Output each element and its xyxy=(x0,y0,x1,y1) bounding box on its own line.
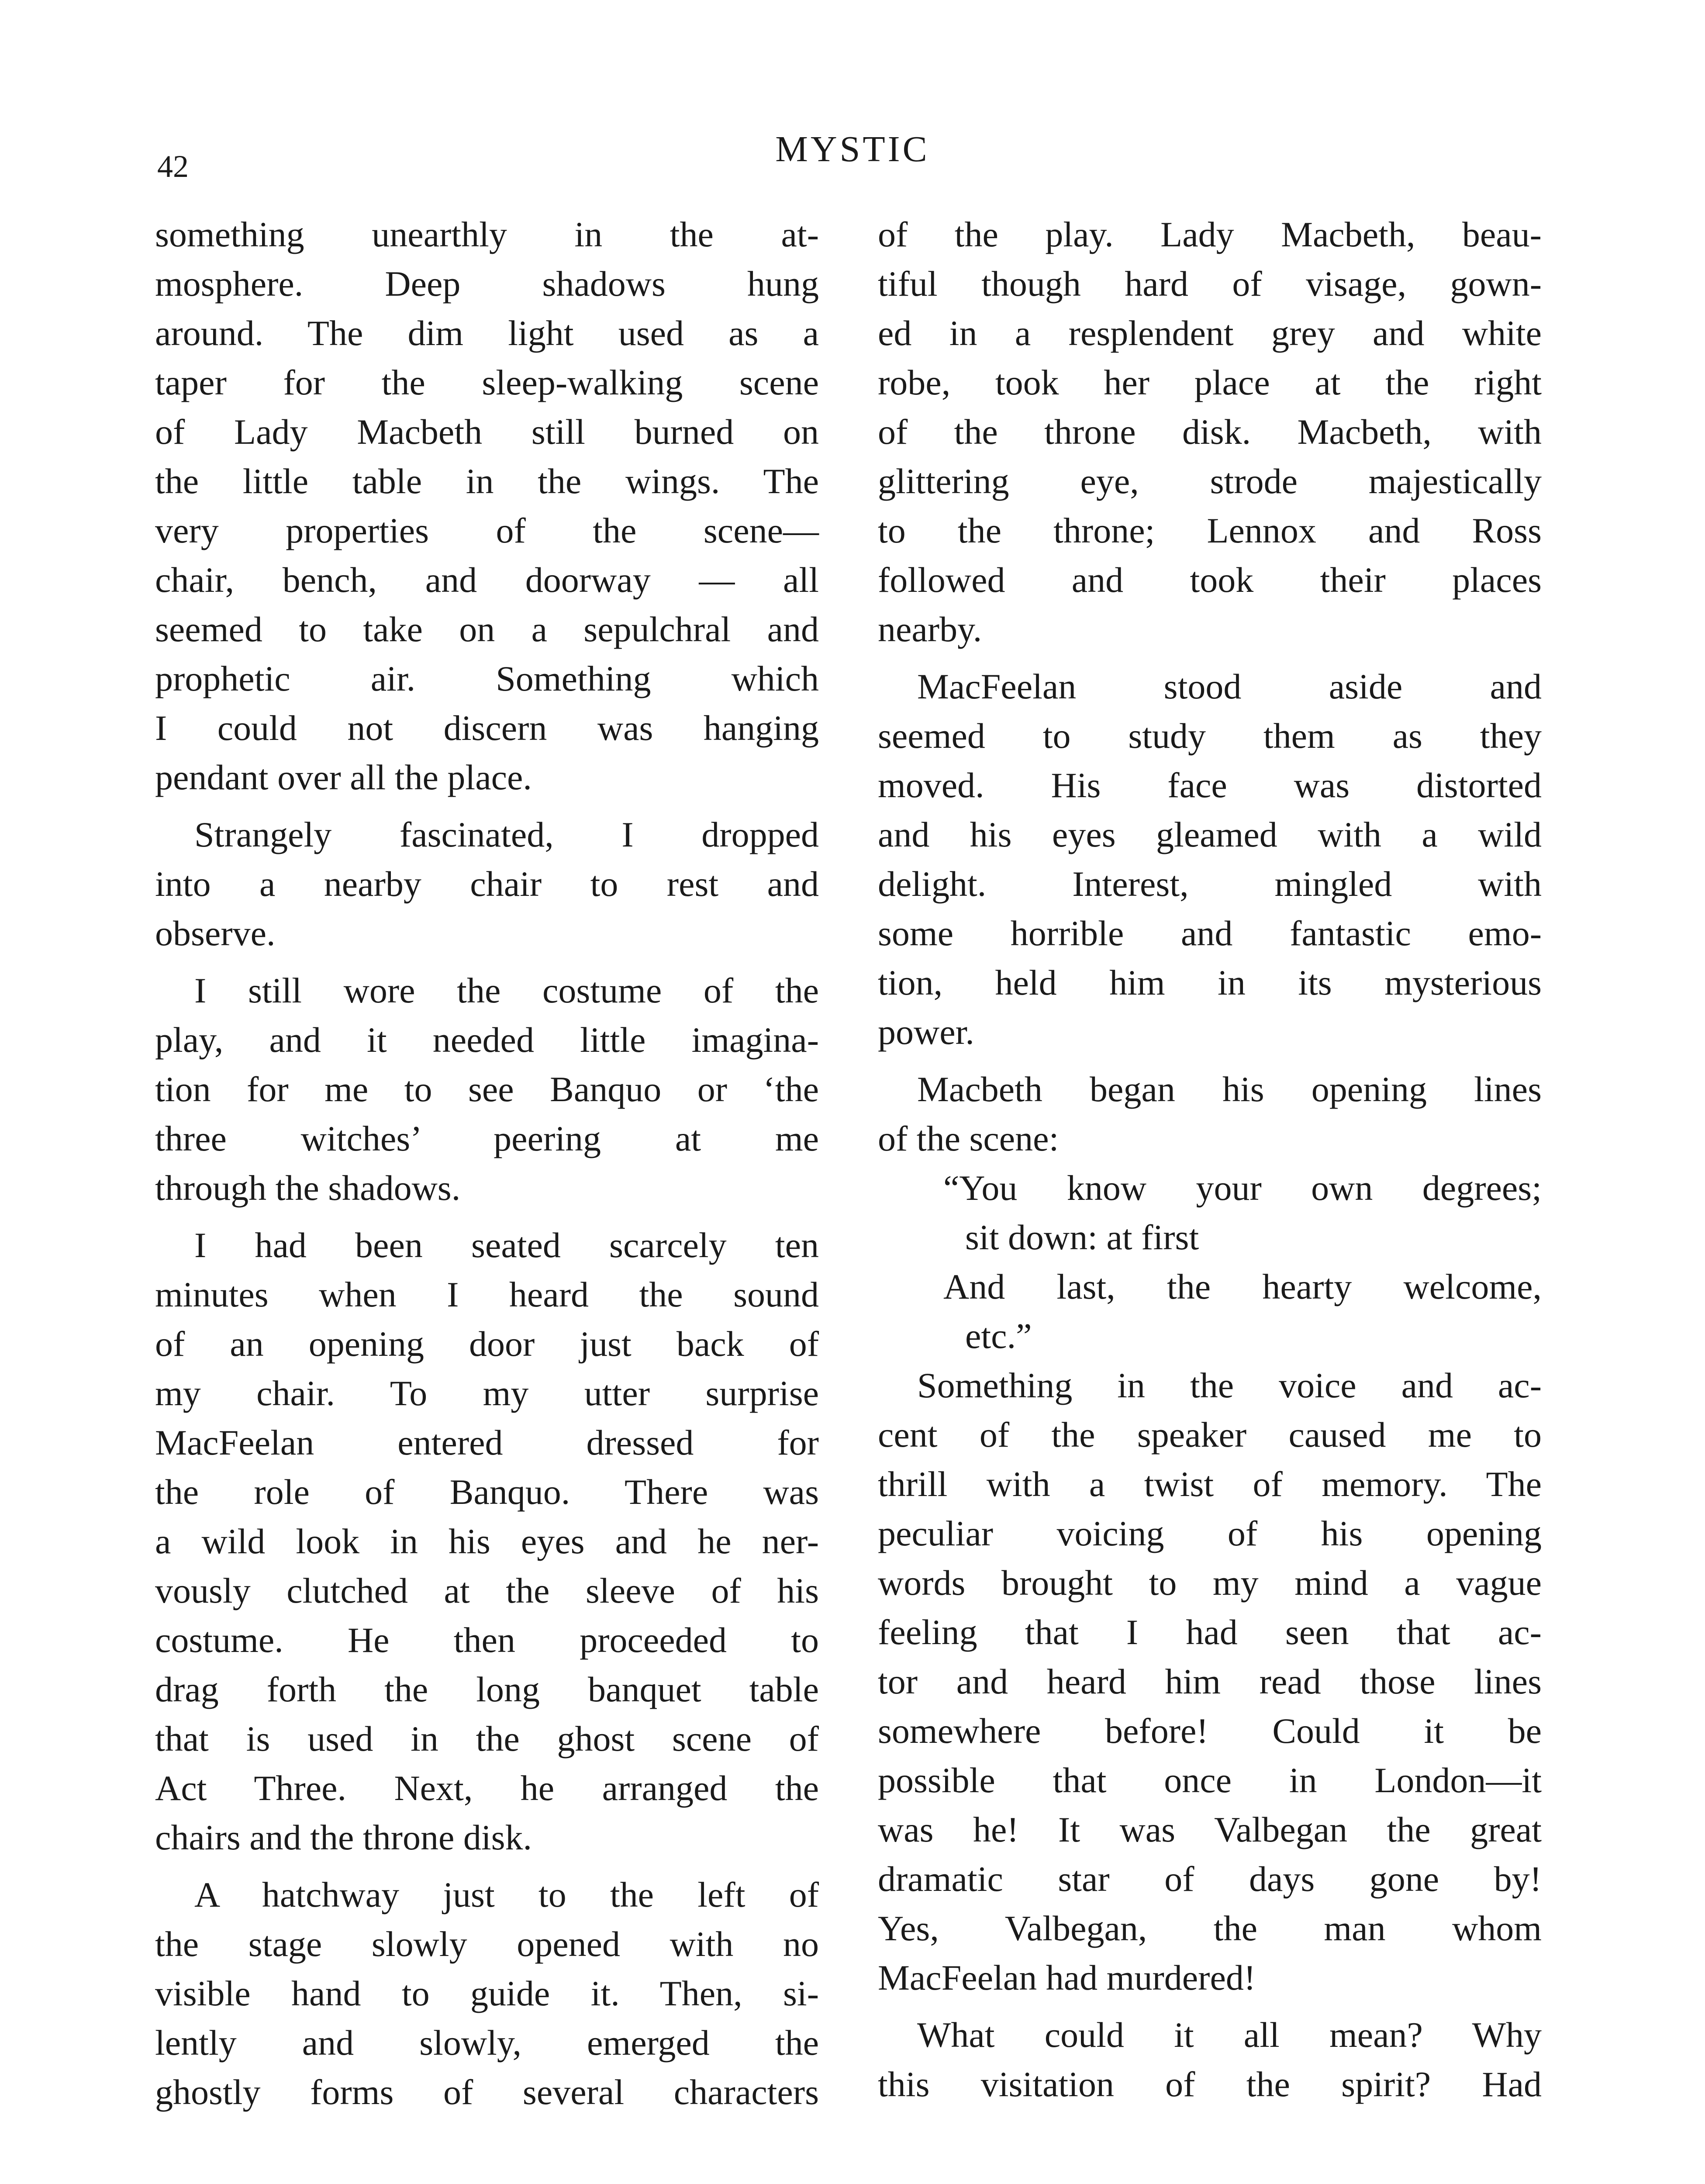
text-line: visible hand to guide it. Then, si- xyxy=(155,1973,819,2013)
verse-line: sit down: at first xyxy=(965,1217,1199,1257)
text-line: seemed to study them as they xyxy=(878,716,1542,756)
text-line: the little table in the wings. The xyxy=(155,461,819,501)
paragraph xyxy=(155,810,819,958)
text-line: I had been seated scarcely ten xyxy=(194,1225,819,1265)
text-line: power. xyxy=(878,1012,974,1052)
text-line: MacFeelan entered dressed for xyxy=(155,1423,819,1462)
text-line: minutes when I heard the sound xyxy=(155,1275,819,1314)
text-line: What could it all mean? Why xyxy=(917,2015,1542,2055)
text-line: tiful though hard of visage, gown- xyxy=(878,264,1542,304)
text-line: followed and took their places xyxy=(878,560,1542,600)
text-line: something unearthly in the at- xyxy=(155,214,819,254)
text-line: delight. Interest, mingled with xyxy=(878,864,1542,904)
text-line: of the throne disk. Macbeth, with xyxy=(878,412,1542,452)
text-line: Act Three. Next, he arranged the xyxy=(155,1768,819,1808)
text-line: was he! It was Valbegan the great xyxy=(878,1810,1542,1849)
text-line: chairs and the throne disk. xyxy=(155,1818,532,1857)
text-line: of an opening door just back of xyxy=(155,1324,819,1364)
paragraph xyxy=(878,1064,1542,1163)
text-line: of Lady Macbeth still burned on xyxy=(155,412,819,452)
text-line: Macbeth began his opening lines xyxy=(917,1069,1542,1109)
text-line: dramatic star of days gone by! xyxy=(878,1859,1542,1899)
text-line: A hatchway just to the left of xyxy=(194,1875,819,1914)
paragraph xyxy=(878,1361,1542,2002)
text-line: feeling that I had seen that ac- xyxy=(878,1612,1542,1652)
text-line: chair, bench, and doorway — all xyxy=(155,560,819,600)
text-line: drag forth the long banquet table xyxy=(155,1669,819,1709)
verse-line: And last, the hearty welcome, xyxy=(943,1267,1542,1306)
text-line: seemed to take on a sepulchral and xyxy=(155,609,819,649)
paragraph xyxy=(878,2010,1542,2109)
text-line: MacFeelan had murdered! xyxy=(878,1958,1256,1997)
text-line: words brought to my mind a vague xyxy=(878,1563,1542,1603)
text-line: of the play. Lady Macbeth, beau- xyxy=(878,214,1542,254)
running-head: MYSTIC xyxy=(775,129,930,169)
paragraph xyxy=(155,1220,819,1862)
text-line: ghostly forms of several characters xyxy=(155,2072,819,2112)
paragraph xyxy=(878,662,1542,1057)
text-line: observe. xyxy=(155,913,276,953)
text-line: into a nearby chair to rest and xyxy=(155,864,819,904)
text-line: to the throne; Lennox and Ross xyxy=(878,511,1542,550)
text-line: MacFeelan stood aside and xyxy=(917,667,1542,706)
paragraph xyxy=(155,966,819,1213)
text-line: three witches’ peering at me xyxy=(155,1119,819,1158)
text-line: peculiar voicing of his opening xyxy=(878,1514,1542,1553)
text-line: cent of the speaker caused me to xyxy=(878,1415,1542,1455)
paragraph xyxy=(878,210,1542,654)
text-line: mosphere. Deep shadows hung xyxy=(155,264,819,304)
text-line: Yes, Valbegan, the man whom xyxy=(878,1908,1542,1948)
text-line: thrill with a twist of memory. The xyxy=(878,1464,1542,1504)
text-line: a wild look in his eyes and he ner- xyxy=(155,1521,819,1561)
paragraph xyxy=(155,210,819,802)
text-line: vously clutched at the sleeve of his xyxy=(155,1571,819,1610)
text-line: play, and it needed little imagina- xyxy=(155,1020,819,1060)
text-line: Something in the voice and ac- xyxy=(917,1365,1542,1405)
text-line: possible that once in London—it xyxy=(878,1760,1542,1800)
text-line: very properties of the scene— xyxy=(155,511,819,550)
verse-line: “You know your own degrees; xyxy=(943,1168,1542,1208)
text-line: tor and heard him read those lines xyxy=(878,1662,1542,1701)
text-line: ed in a resplendent grey and white xyxy=(878,313,1542,353)
paragraph xyxy=(155,1870,819,2117)
text-line: moved. His face was distorted xyxy=(878,765,1542,805)
text-line: lently and slowly, emerged the xyxy=(155,2023,819,2063)
text-line: that is used in the ghost scene of xyxy=(155,1719,819,1759)
verse-quote xyxy=(943,1163,1542,1361)
text-line: robe, took her place at the right xyxy=(878,363,1542,402)
right-column xyxy=(878,210,1542,2117)
text-line: of the scene: xyxy=(878,1119,1059,1158)
text-line: taper for the sleep-walking scene xyxy=(155,363,819,402)
text-line: I could not discern was hanging xyxy=(155,708,819,748)
text-line: my chair. To my utter surprise xyxy=(155,1373,819,1413)
text-line: costume. He then proceeded to xyxy=(155,1620,819,1660)
verse-line: etc.” xyxy=(965,1316,1032,1356)
page-number: 42 xyxy=(157,149,189,184)
text-line: somewhere before! Could it be xyxy=(878,1711,1542,1751)
text-line: tion for me to see Banquo or ‘the xyxy=(155,1069,819,1109)
text-line: the stage slowly opened with no xyxy=(155,1924,819,1964)
text-line: glittering eye, strode majestically xyxy=(878,461,1542,501)
text-line: prophetic air. Something which xyxy=(155,659,819,698)
text-line: and his eyes gleamed with a wild xyxy=(878,815,1542,854)
text-line: tion, held him in its mysterious xyxy=(878,963,1542,1002)
left-column xyxy=(155,210,819,2125)
text-line: through the shadows. xyxy=(155,1168,461,1208)
text-line: I still wore the costume of the xyxy=(194,971,819,1010)
text-line: around. The dim light used as a xyxy=(155,313,819,353)
text-line: some horrible and fantastic emo- xyxy=(878,913,1542,953)
text-line: the role of Banquo. There was xyxy=(155,1472,819,1512)
text-line: Strangely fascinated, I dropped xyxy=(194,815,819,854)
text-line: nearby. xyxy=(878,609,982,649)
text-line: pendant over all the place. xyxy=(155,757,532,797)
text-line: this visitation of the spirit? Had xyxy=(878,2064,1542,2104)
